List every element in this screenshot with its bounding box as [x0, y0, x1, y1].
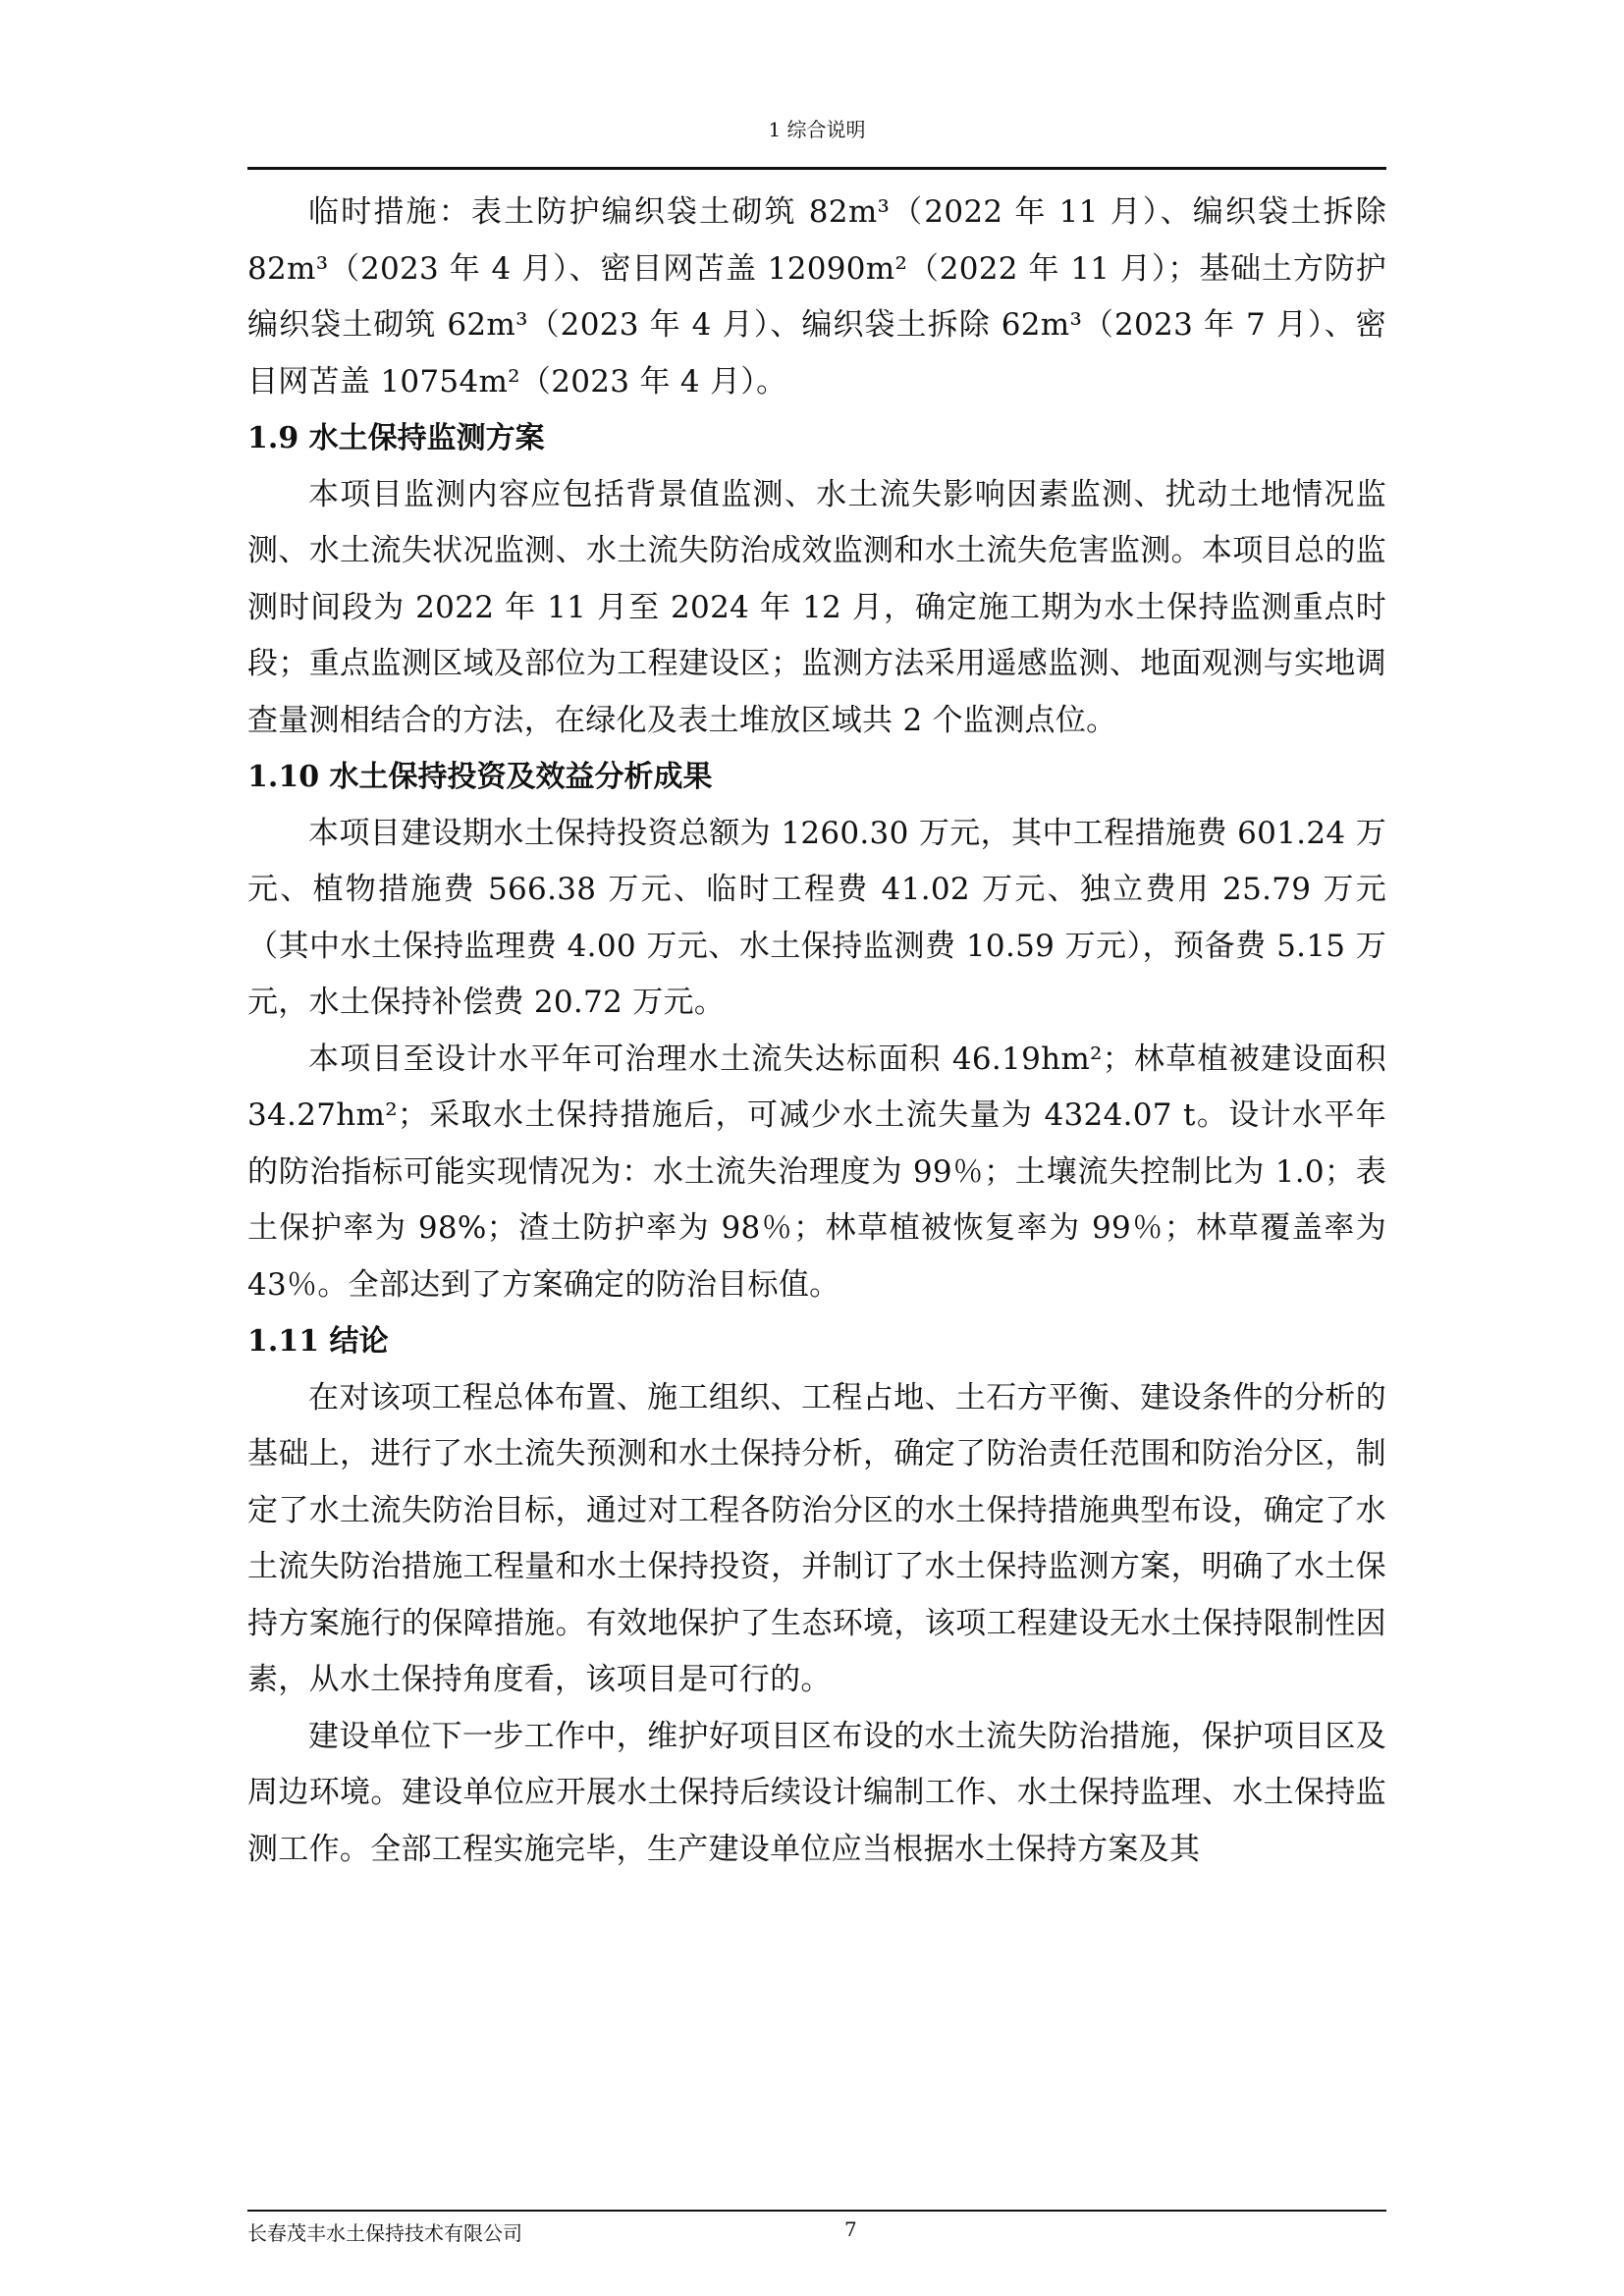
page-header-title: 1 综合说明 [768, 118, 866, 141]
footer-divider [247, 2210, 1386, 2212]
paragraph-conclusion: 在对该项工程总体布置、施工组织、工程占地、土石方平衡、建设条件的分析的基础上，进行了水土流失预测和水土保持分析，确定了防治责任范围和防治分区，制定了水土流失防治目标，通过对工程各防治分区的水土保持措施典型布设，确定了水土流失防治措施工程量和水土保持投资，并制订了水土保持监测方案，明确了水土保持方案施行的保障措施。有效地保护了生态环境，该项工程建设无水土保持限制性因素，从水土保持角度看，该项目是可行的。 [247, 1379, 1386, 1697]
document-body [247, 185, 1386, 1878]
header-divider [247, 167, 1386, 170]
heading-conclusion: 1.11 结论 [247, 1324, 389, 1359]
heading-monitoring-plan: 1.9 水土保持监测方案 [247, 421, 545, 455]
footer-company-name: 长春茂丰水土保持技术有限公司 [247, 2221, 522, 2245]
paragraph-benefit: 本项目至设计水平年可治理水土流失达标面积 46.19hm²；林草植被建设面积 34.27hm²；采取水土保持措施后，可减少水土流失量为 4324.07 t。设计水平年的防治指标可能实现情况为：水土流失治理度为 99％；土壤流失控制比为 1.0；表土保护率为 98%；渣土防护率为 98％；林草植被恢复率为 99％；林草覆盖率为 43％。全部达到了方案确定的防治目标值。 [247, 1041, 1386, 1303]
paragraph-next-steps: 建设单位下一步工作中，维护好项目区布设的水土流失防治措施，保护项目区及周边环境。建设单位应开展水土保持后续设计编制工作、水土保持监理、水土保持监测工作。全部工程实施完毕，生产建设单位应当根据水土保持方案及其 [247, 1718, 1386, 1867]
paragraph-investment: 本项目建设期水土保持投资总额为 1260.30 万元，其中工程措施费 601.24 万元、植物措施费 566.38 万元、临时工程费 41.02 万元、独立费用 25.79 万元（其中水土保持监理费 4.00 万元、水土保持监测费 10.59 万元），预备费 5.15 万元，水土保持补偿费 20.72 万元。 [247, 815, 1386, 1020]
paragraph-monitoring-plan: 本项目监测内容应包括背景值监测、水土流失影响因素监测、扰动土地情况监测、水土流失状况监测、水土流失防治成效监测和水土流失危害监测。本项目总的监测时间段为 2022 年 11 月至 2024 年 12 月，确定施工期为水土保持监测重点时段；重点监测区域及部位为工程建设区；监测方法采用遥感监测、地面观测与实地调查量测相结合的方法，在绿化及表土堆放区域共 2 个监测点位。 [247, 476, 1386, 738]
heading-investment-benefit: 1.10 水土保持投资及效益分析成果 [247, 760, 713, 794]
paragraph-temporary-measures: 临时措施：表土防护编织袋土砌筑 82m³（2022 年 11 月）、编织袋土拆除 82m³（2023 年 4 月）、密目网苫盖 12090m²（2022 年 11 月）；基础土方防护编织袋土砌筑 62m³（2023 年 4 月）、编织袋土拆除 62m³（2023 年 7 月）、密目网苫盖 10754m²（2023 年 4 月）。 [247, 194, 1386, 400]
page-number: 7 [844, 2217, 857, 2241]
